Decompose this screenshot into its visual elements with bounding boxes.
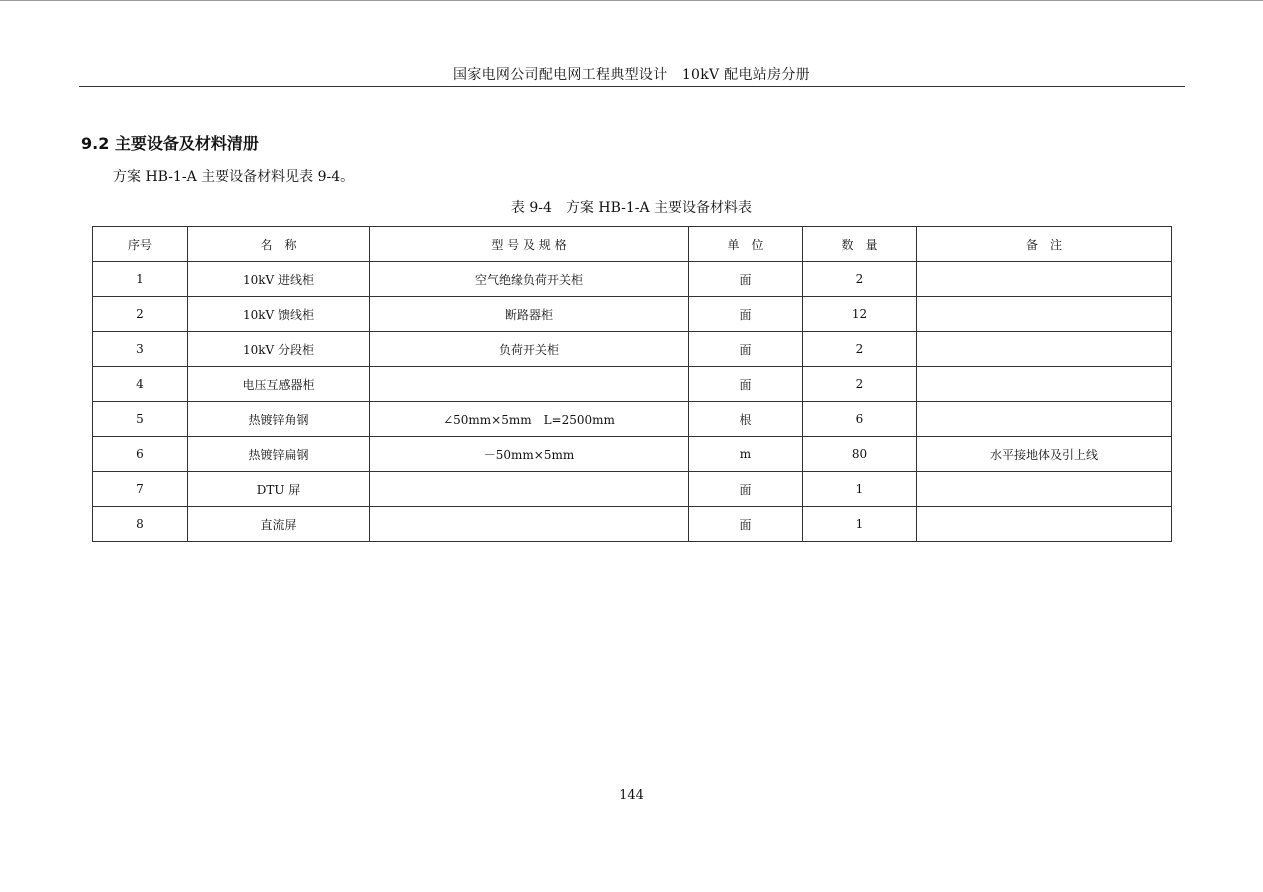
header-name: 名 称 [188,227,370,262]
cell-unit: m [689,437,803,472]
header-quantity: 数 量 [803,227,917,262]
cell-index: 8 [93,507,188,542]
cell-model-spec: 断路器柜 [370,297,689,332]
cell-name: 10kV 馈线柜 [188,297,370,332]
equipment-table [92,226,1172,542]
cell-name: 热镀锌角钢 [188,402,370,437]
table-row [93,367,1172,402]
cell-name: 热镀锌扁钢 [188,437,370,472]
cell-index: 4 [93,367,188,402]
cell-model-spec: －50mm×5mm [370,437,689,472]
cell-model-spec: 负荷开关柜 [370,332,689,367]
table-row [93,262,1172,297]
cell-unit: 根 [689,402,803,437]
cell-remarks [917,507,1172,542]
cell-remarks [917,472,1172,507]
table-caption: 表 9-4 方案 HB-1-A 主要设备材料表 [510,200,753,216]
cell-name: 电压互感器柜 [188,367,370,402]
header-rule [79,86,1185,87]
page-number: 144 [619,788,644,803]
table-header-row [93,227,1172,262]
table-row [93,507,1172,542]
cell-quantity: 6 [803,402,917,437]
cell-remarks [917,297,1172,332]
cell-quantity: 1 [803,472,917,507]
top-border-line [0,0,1263,1]
cell-index: 6 [93,437,188,472]
cell-quantity: 2 [803,262,917,297]
cell-unit: 面 [689,332,803,367]
cell-unit: 面 [689,297,803,332]
table-row [93,472,1172,507]
header-model-spec: 型 号 及 规 格 [370,227,689,262]
cell-model-spec: 空气绝缘负荷开关柜 [370,262,689,297]
cell-remarks [917,262,1172,297]
cell-quantity: 80 [803,437,917,472]
cell-quantity: 2 [803,332,917,367]
header-unit: 单 位 [689,227,803,262]
cell-name: DTU 屏 [188,472,370,507]
cell-name: 10kV 分段柜 [188,332,370,367]
cell-quantity: 12 [803,297,917,332]
table-row [93,437,1172,472]
cell-name: 直流屏 [188,507,370,542]
section-heading: 9.2 主要设备及材料清册 [81,134,259,153]
cell-index: 5 [93,402,188,437]
cell-remarks: 水平接地体及引上线 [917,437,1172,472]
header-remarks: 备 注 [917,227,1172,262]
cell-model-spec [370,367,689,402]
cell-model-spec [370,472,689,507]
cell-quantity: 2 [803,367,917,402]
cell-unit: 面 [689,507,803,542]
table-row [93,297,1172,332]
header-index: 序号 [93,227,188,262]
cell-index: 2 [93,297,188,332]
cell-model-spec: ∠50mm×5mm L=2500mm [370,402,689,437]
cell-quantity: 1 [803,507,917,542]
cell-unit: 面 [689,472,803,507]
intro-paragraph: 方案 HB-1-A 主要设备材料见表 9-4。 [113,169,355,185]
cell-index: 1 [93,262,188,297]
cell-index: 3 [93,332,188,367]
cell-unit: 面 [689,262,803,297]
cell-unit: 面 [689,367,803,402]
cell-name: 10kV 进线柜 [188,262,370,297]
cell-remarks [917,332,1172,367]
cell-remarks [917,367,1172,402]
cell-model-spec [370,507,689,542]
table-row [93,332,1172,367]
cell-remarks [917,402,1172,437]
cell-index: 7 [93,472,188,507]
running-header: 国家电网公司配电网工程典型设计 10kV 配电站房分册 [453,67,810,83]
table-row [93,402,1172,437]
